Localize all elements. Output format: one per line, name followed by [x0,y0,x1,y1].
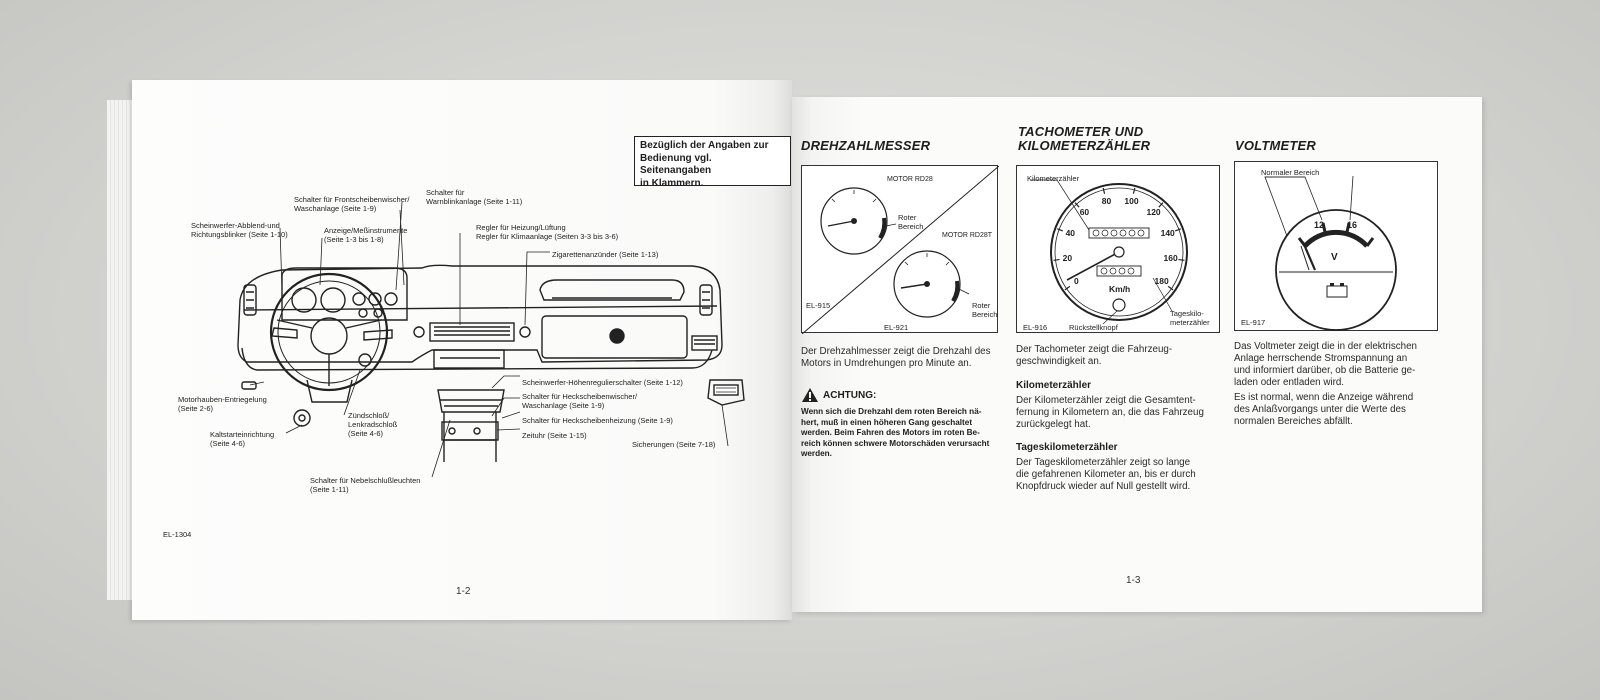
label-hood-release [178,395,267,413]
text-line: und informiert darüber, ob die Batterie ge- [1234,365,1416,376]
note-line: Bezüglich der Angaben zur [640,140,769,151]
label-line: Bereich [898,222,924,231]
text-line: normalen Bereiches abfällt. [1234,416,1353,427]
warning-heading: ACHTUNG: [823,389,877,401]
label-line: Schalter für Frontscheibenwischer/ [294,195,410,204]
label-line: Anzeige/Meßinstrumente [324,226,408,235]
figure-code: EL-917 [1241,318,1266,327]
label-line: Richtungsblinker (Seite 1-10) [191,230,288,239]
label-fog-light [310,476,420,494]
label-line: Schalter für [426,188,465,197]
text-line: Knopfdruck wieder auf Null gestellt wird. [1016,481,1191,492]
label-heating-controls [476,223,618,241]
warning-text [801,407,1001,460]
label-ignition [348,411,397,438]
voltmeter-note [1234,392,1442,428]
volt-mark-16: 16 [1347,220,1358,230]
title-line: KILOMETERZÄHLER [1018,138,1151,153]
warning-triangle-icon [801,387,819,403]
figure-code: EL-921 [884,323,909,332]
voltmeter-drawing [1235,162,1439,332]
reset-knob-label: Rückstellknopf [1069,323,1118,332]
note-line: Bedienung vgl. Seitenangaben [640,152,712,176]
warning-block [801,387,1001,460]
text-line: Wenn sich die Drehzahl dem roten Bereich nä- [801,407,982,416]
text-line: werden. Beim Fahren des Motors im roten Be- [801,428,980,437]
label-line: Regler für Klimaanlage (Seiten 3-3 bis 3-6) [476,232,619,241]
section-title-voltmeter [1235,139,1316,153]
label-fuses [632,440,715,449]
label-line: Motorhauben-Entriegelung [178,395,267,404]
label-line: Zündschloß/ [348,411,390,420]
volt-mark-12: 12 [1314,220,1325,230]
label-line: meterzähler [1170,318,1210,327]
speed-scale-label: 140 [1160,227,1175,238]
speed-tick [1103,188,1104,194]
title-line: TACHOMETER UND [1018,124,1144,139]
label-headlamp-leveling [522,378,683,387]
text-line: werden. [801,449,832,458]
dashboard-diagram [132,80,792,620]
label-line: Regler für Heizung/Lüftung [476,223,566,232]
label-line: Tageskilo- [1170,309,1204,318]
red-zone-label-1 [898,213,923,231]
label-line: Roter [898,213,917,222]
odometer-description [1016,395,1222,431]
text-line: zurückgelegt hat. [1016,419,1091,430]
label-line: (Seite 1-3 bis 1-8) [324,235,384,244]
label-line: Schalter für Heckscheibenwischer/ [522,392,638,401]
label-cold-start [210,430,274,448]
label-line: Waschanlage (Seite 1-9) [522,401,605,410]
text-line: Der Drehzahlmesser zeigt die Drehzahl des [801,346,991,357]
page-number: 1-2 [456,586,471,597]
title-line: VOLTMETER [1235,138,1316,153]
label-instruments [324,226,407,244]
label-line: Scheinwerfer-Abblend-und [191,221,280,230]
section-title-tachometer-rpm [801,139,930,153]
title-line: DREHZAHLMESSER [801,138,931,153]
label-rear-defroster [522,416,673,425]
motor-label-rd28t: MOTOR RD28T [942,232,993,239]
trip-meter-label [1170,309,1210,327]
speed-scale-label: 20 [1062,252,1073,263]
rpm-description [801,346,1001,370]
speed-scale-label: 180 [1154,275,1169,286]
text-line: Das Voltmeter zeigt die in der elektrischen [1234,341,1417,352]
speedometer-figure [1016,165,1220,333]
label-cigarette-lighter [552,250,658,259]
motor-label-rd28: MOTOR RD28 [887,176,933,183]
figure-code: EL-1304 [163,530,192,539]
label-line: Kaltstarteinrichtung [210,430,275,439]
label-line: Sicherungen (Seite 7-18) [632,440,716,449]
text-line: hert, muß in einen höheren Gang geschaltet [801,417,973,427]
label-line: Lenkradschloß [348,420,398,429]
text-line: reich können schwere Motorschäden verursacht [801,438,990,448]
volt-unit: V [1331,252,1338,263]
rpm-figure [801,165,998,333]
text-line: Anlage herrschende Stromspannung an [1234,353,1408,364]
text-line: Der Tageskilometerzähler zeigt so lange [1016,457,1191,468]
note-line: in Klammern. [640,177,704,189]
text-line: des Anlaßvorgangs unter die Werte des [1234,404,1406,415]
label-front-wiper [294,195,409,213]
label-line: (Seite 4-6) [210,439,246,448]
label-hazard-switch [426,188,522,206]
label-line: Zigarettenanzünder (Seite 1-13) [552,250,659,259]
speed-tick [1133,188,1134,194]
label-line: (Seite 1-11) [310,485,349,494]
odometer-label: Kilometerzähler [1027,174,1080,183]
left-page [132,80,792,620]
speed-scale-label: 160 [1163,252,1178,263]
label-line: Schalter für Nebelschlußleuchten [310,476,421,485]
voltmeter-figure [1234,161,1438,331]
text-line: Motors in Umdrehungen pro Minute an. [801,358,972,369]
trip-meter-subheading: Tageskilometerzähler [1016,442,1118,453]
label-clock [522,431,587,440]
label-line: (Seite 4-6) [348,429,384,438]
speed-scale-label: 40 [1065,227,1076,238]
rpm-gauges-drawing [802,166,999,334]
speed-scale-label: 100 [1124,195,1139,206]
text-line: geschwindigkeit an. [1016,356,1102,367]
label-headlamp-stalk [191,221,288,239]
speedometer-description [1016,344,1222,368]
label-line: Warnblinkanlage (Seite 1-11) [426,197,523,206]
label-line: (Seite 2-6) [178,404,214,413]
label-line: Scheinwerfer-Höhenregulierschalter (Seite 1-12) [522,378,683,387]
figure-code: EL-915 [806,301,831,310]
text-line: die gefahrenen Kilometer an, bis er durch [1016,469,1196,480]
right-page [792,97,1482,612]
speed-scale-label: 60 [1079,207,1090,218]
text-line: Der Kilometerzähler zeigt die Gesamtent- [1016,395,1196,406]
section-title-speedometer [1018,125,1150,153]
label-line: Schalter für Heckscheibenheizung (Seite 1-9) [522,416,673,425]
figure-code: EL-916 [1023,323,1048,332]
normal-range-label: Normaler Bereich [1261,168,1320,177]
label-line: Bereich [972,310,998,319]
text-line: fernung in Kilometern an, die das Fahrzeug [1016,407,1204,418]
page-number: 1-3 [1126,575,1141,586]
text-line: laden oder entladen wird. [1234,377,1345,388]
red-zone-label-2 [972,301,997,319]
speed-scale-label: 0 [1074,275,1079,286]
text-line: Es ist normal, wenn die Anzeige während [1234,392,1414,403]
trip-meter-description [1016,457,1222,493]
text-line: Der Tachometer zeigt die Fahrzeug- [1016,344,1173,355]
label-rear-wiper [522,392,637,410]
speed-scale-label: 80 [1101,195,1112,206]
odometer-subheading: Kilometerzähler [1016,380,1092,391]
voltmeter-description [1234,341,1442,389]
speed-unit: Km/h [1109,284,1131,294]
label-line: Zeituhr (Seite 1-15) [522,431,587,440]
label-line: Roter [972,301,991,310]
label-line: Waschanlage (Seite 1-9) [294,204,377,213]
warning-heading-row [801,387,1001,403]
speed-scale-label: 120 [1146,207,1161,218]
